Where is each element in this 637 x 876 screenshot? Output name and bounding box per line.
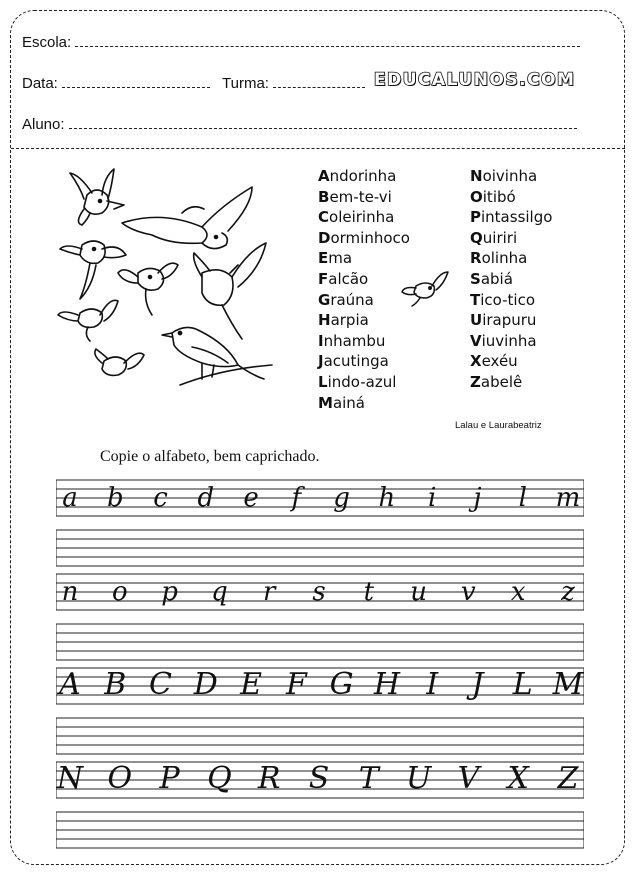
student-field[interactable] <box>22 115 577 134</box>
alphabet-letter: G <box>329 667 354 702</box>
illustration-credit: Lalau e Laurabeatriz <box>455 420 542 431</box>
alphabet-letter: R <box>257 761 281 796</box>
alphabet-letter: r <box>262 577 276 607</box>
school-field[interactable] <box>22 33 580 52</box>
bird-name: Sabiá <box>470 269 513 288</box>
bird-name: Zabelê <box>470 372 523 391</box>
alphabet-letter: e <box>243 483 259 513</box>
alphabet-letter: t <box>363 577 375 607</box>
bird-name: Inhambu <box>318 331 386 350</box>
school-input-line[interactable] <box>75 33 580 47</box>
alphabet-letter: q <box>211 577 228 607</box>
alphabet-letter: T <box>358 761 379 796</box>
bird-name: Harpia <box>318 311 369 330</box>
bird-name: Viuvinha <box>470 331 537 350</box>
bird-name: Ema <box>318 249 353 268</box>
alphabet-letter: c <box>153 483 168 513</box>
class-field[interactable] <box>222 74 365 93</box>
bird-name: Uirapuru <box>470 311 537 330</box>
alphabet-letter: J <box>471 667 484 702</box>
alphabet-letter: M <box>552 667 584 702</box>
alphabet-letter: o <box>111 577 128 607</box>
alphabet-letter: l <box>518 483 527 513</box>
alphabet-letter: j <box>473 483 482 513</box>
bird-name: Coleirinha <box>318 208 395 227</box>
bird-drawing <box>60 241 126 299</box>
bird-name: Dorminhoco <box>318 228 410 247</box>
bird-names-left <box>318 166 410 413</box>
handwriting-guides[interactable] <box>56 472 584 852</box>
date-input-line[interactable] <box>62 74 210 88</box>
bird-name: Mainá <box>318 393 365 412</box>
birds-illustration <box>52 165 284 395</box>
alphabet-letter: V <box>457 761 480 796</box>
alphabet-letter: H <box>373 667 400 702</box>
alphabet-letter: N <box>56 761 84 796</box>
alphabet-letter: x <box>510 577 526 607</box>
alphabet-letter: p <box>161 577 178 607</box>
alphabet-letter: v <box>461 577 476 607</box>
alphabet-letter: s <box>312 577 326 607</box>
bird-name: Andorinha <box>318 167 397 185</box>
date-field[interactable] <box>22 74 210 93</box>
educalunos-logo: EDUCALUNOS.COM <box>374 70 576 90</box>
bird-drawing <box>122 187 252 249</box>
alphabet-letter: f <box>291 483 302 513</box>
bird-name: Rolinha <box>470 249 528 268</box>
bird-name: Graúna <box>318 290 374 309</box>
alphabet-letter: P <box>159 761 180 796</box>
alphabet-letter: z <box>561 577 575 607</box>
bird-drawing <box>194 243 266 339</box>
alphabet-letter: I <box>426 667 439 702</box>
bird-names-right <box>470 166 552 393</box>
alphabet-letter: b <box>106 483 124 513</box>
small-bird-drawing <box>400 268 452 308</box>
bird-drawing <box>162 327 272 385</box>
alphabet-letter: i <box>428 483 437 513</box>
alphabet-letter: n <box>61 577 79 607</box>
alphabet-letter: E <box>240 667 263 702</box>
bird-drawing <box>95 349 144 375</box>
bird-name: Bem-te-vi <box>318 187 392 206</box>
bird-name: Pintassilgo <box>470 208 553 227</box>
alphabet-letter: X <box>507 761 529 796</box>
alphabet-letter: a <box>62 483 78 513</box>
student-label: Aluno: <box>22 116 65 133</box>
alphabet-letter: L <box>512 667 533 702</box>
class-label: Turma: <box>222 75 269 92</box>
alphabet-letter: O <box>107 761 133 796</box>
alphabet-letter: Z <box>557 761 579 796</box>
alphabet-letter: C <box>149 667 173 702</box>
bird-drawing <box>58 300 118 341</box>
alphabet-letter: B <box>104 667 127 702</box>
alphabet-letter: g <box>333 483 350 513</box>
alphabet-letter: d <box>197 483 215 513</box>
bird-drawing <box>70 169 124 225</box>
alphabet-letter: m <box>555 483 581 513</box>
school-label: Escola: <box>22 34 72 51</box>
bird-drawing <box>118 263 178 315</box>
date-label: Data: <box>22 75 58 92</box>
bird-name: Jacutinga <box>318 352 389 371</box>
instruction-text: Copie o alfabeto, bem caprichado. <box>100 448 320 465</box>
bird-name: Noivinha <box>470 167 538 185</box>
bird-name: Lindo-azul <box>318 372 397 391</box>
alphabet-letter: D <box>193 667 218 702</box>
alphabet-letter: A <box>59 667 81 702</box>
bird-name: Falcão <box>318 269 369 288</box>
alphabet-letter: h <box>378 483 396 513</box>
student-input-line[interactable] <box>69 115 577 129</box>
alphabet-letter: S <box>308 761 330 796</box>
bird-name: Xexéu <box>470 352 518 371</box>
alphabet-letter: u <box>410 577 427 607</box>
alphabet-letter: Q <box>207 761 232 796</box>
alphabet-letter: U <box>405 761 432 796</box>
bird-name: Quiriri <box>470 228 518 247</box>
bird-name: Tico-tico <box>470 290 535 309</box>
class-input-line[interactable] <box>273 74 365 88</box>
alphabet-letter: F <box>285 667 307 702</box>
header-divider <box>11 148 625 149</box>
bird-name: Oitibó <box>470 187 516 206</box>
